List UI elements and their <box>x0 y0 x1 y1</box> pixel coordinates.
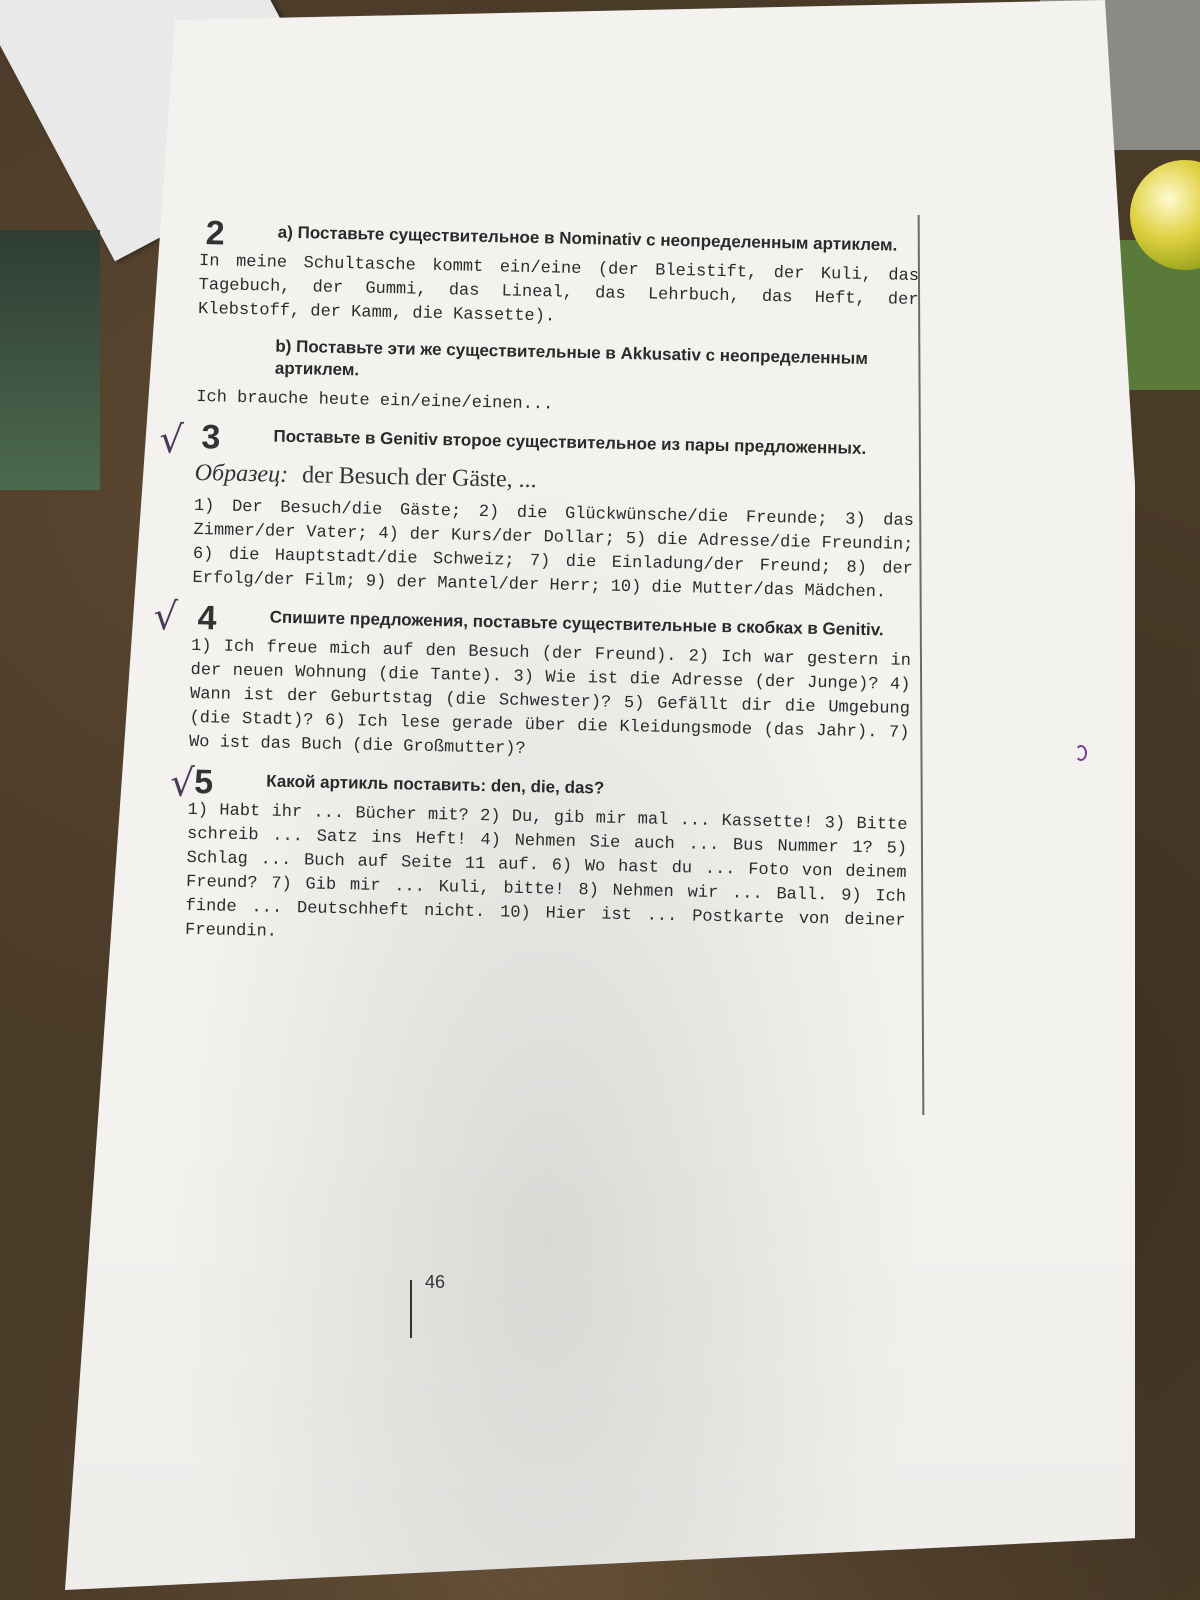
page-content <box>153 214 920 972</box>
sample-line <box>194 460 914 502</box>
exercise-3 <box>158 417 915 606</box>
exercise-task: Поставьте в Genitiv второе существительное из пары предложенных. <box>273 426 867 459</box>
exercise-number: 5 <box>193 763 214 802</box>
page-number-bar <box>410 1280 412 1338</box>
page-number: 46 <box>425 1272 446 1292</box>
sample-text: der Besuch der Gäste, ... <box>301 462 537 494</box>
exercise-number: 4 <box>197 599 217 638</box>
exercise-2 <box>196 214 920 425</box>
handwritten-checkmark: √ <box>153 594 179 639</box>
exercise-4 <box>153 594 912 770</box>
exercise-task: a) Поставьте существительное в Nominativ с неопределенным артиклем. <box>277 222 898 255</box>
exercise-text: 1) Ich freue mich auf den Besuch (der Freund). 2) Ich war gestern in der neuen Wohnung (die Tante). 3) Wie ist die Adresse (der Junge)? 4) Wann ist der Geburtstag (die Schwester)? 5) Gefällt dir die Umgebung (die Stadt)? 6) Ich lese gerade über die Kleidungsmode (das Jahr). 7) Wo ist das Buch (die Großmutter)? <box>188 636 912 759</box>
background-object <box>0 230 100 490</box>
exercise-text: 1) Der Besuch/die Gäste; 2) die Glückwünsche/die Freunde; 3) das Zimmer/der Vater; 4) der Kurs/der Dollar; 5) die Adresse/die Freundin; 6) die Hauptstadt/die Schweiz; 7) die Einladung/der Freund; 8) der Erfolg/der Film; 9) der Mantel/der Herr; 10) die Mutter/das Mädchen. <box>192 496 915 603</box>
exercise-text: 1) Habt ihr ... Bücher mit? 2) Du, gib mir mal ... Kassette! 3) Bitte schreib ... Satz ins Heft! 4) Nehmen Sie auch ... Bus Nummer 1? 5) Schlag ... Buch auf Seite 11 auf. 6) Wo hast du ... Foto von deinem Freund? 7) Gib mir ... Kuli, bitte! 8) Nehmen wir ... Ball. 9) Ich finde ... Deutschheft nicht. 10) Hier ist ... Postkarte von deiner Freundin. <box>184 800 908 942</box>
exercise-task: Спишите предложения, поставьте существительные в скобках в Genitiv. <box>269 607 884 640</box>
pen-mark <box>1075 745 1087 761</box>
exercise-text: Ich brauche heute ein/eine/einen... <box>196 387 554 415</box>
exercise-number: 2 <box>205 214 226 253</box>
exercise-task: Какой артикль поставить: den, die, das? <box>266 771 605 798</box>
exercise-task: b) Поставьте эти же существительные в Akkusativ с неопределенным артиклем. <box>274 336 869 380</box>
sample-label: Образец: <box>194 459 289 488</box>
exercise-5 <box>169 760 908 958</box>
exercise-number: 3 <box>201 418 221 457</box>
exercise-text: In meine Schultasche kommt ein/eine (der Bleistift, der Kuli, das Tagebuch, der Gummi, das Lineal, das Lehrbuch, das Heft, der Klebstoff, der Kamm, die Kassette). <box>197 251 920 327</box>
handwritten-checkmark: √ <box>158 417 185 462</box>
handwritten-checkmark: √ <box>169 760 195 806</box>
